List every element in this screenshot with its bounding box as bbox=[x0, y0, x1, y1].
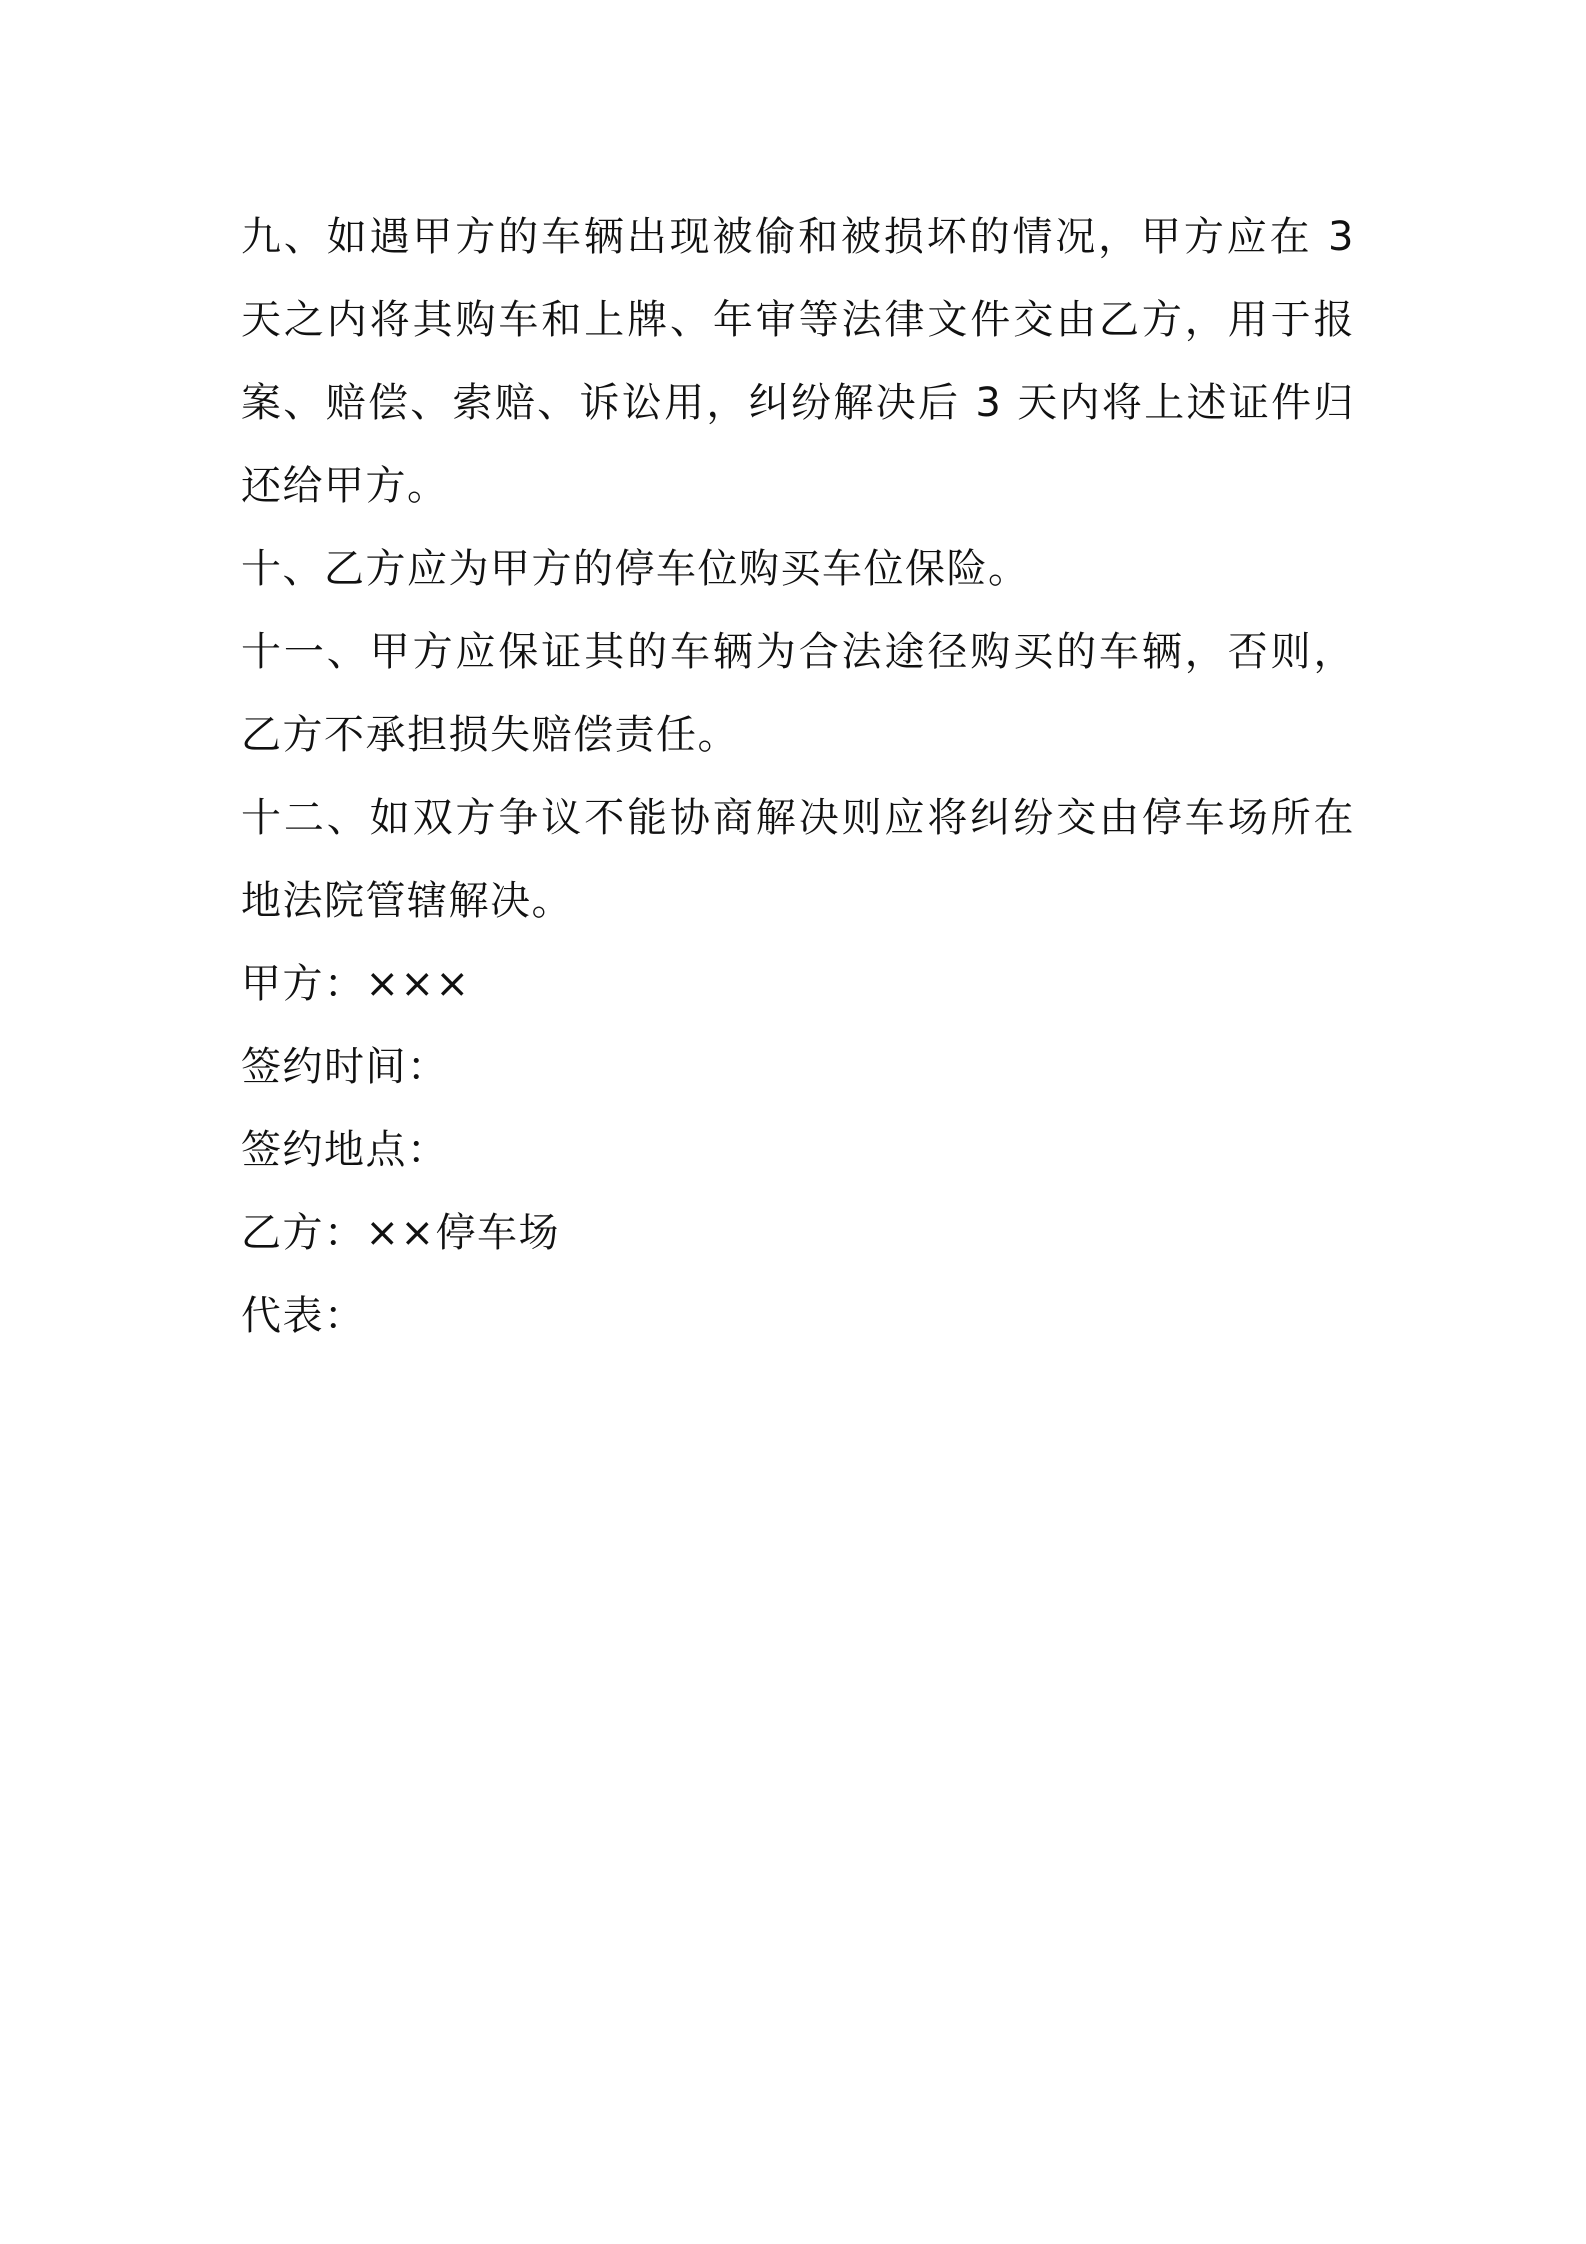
clause-twelve: 十二、如双方争议不能协商解决则应将纠纷交由停车场所在地法院管辖解决。 bbox=[241, 795, 1355, 924]
sign-place-line: 签约地点： bbox=[241, 1127, 449, 1173]
clause-ten: 十、乙方应为甲方的停车位购买车位保险。 bbox=[241, 546, 1030, 592]
representative-line: 代表： bbox=[241, 1293, 366, 1339]
clause-nine: 九、如遇甲方的车辆出现被偷和被损坏的情况，甲方应在 3 天之内将其购车和上牌、年审等法律文件交由乙方，用于报案、赔偿、索赔、诉讼用，纠纷解决后 3 天内将上述证件归还给甲方。 bbox=[241, 214, 1355, 509]
party-a-line: 甲方：××× bbox=[241, 961, 471, 1007]
contract-body bbox=[241, 196, 1355, 1358]
sign-time-line: 签约时间： bbox=[241, 1044, 449, 1090]
party-b-line: 乙方：××停车场 bbox=[241, 1210, 561, 1256]
clause-eleven: 十一、甲方应保证其的车辆为合法途径购买的车辆，否则，乙方不承担损失赔偿责任。 bbox=[241, 629, 1355, 758]
